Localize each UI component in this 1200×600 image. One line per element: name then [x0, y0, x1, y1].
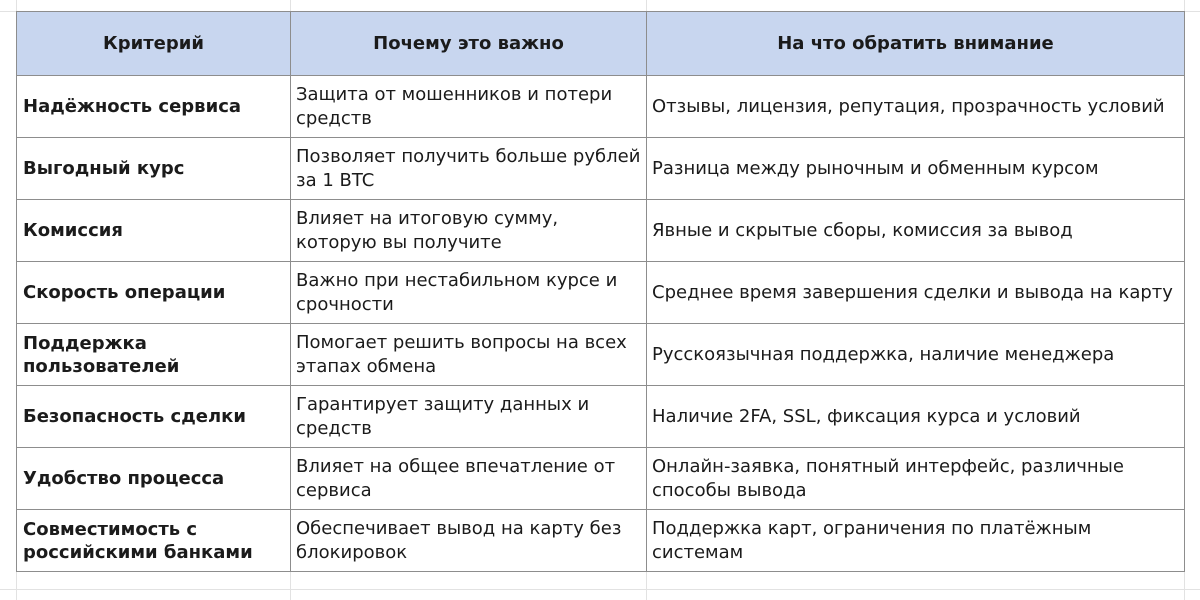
criterion-cell[interactable]: Безопасность сделки [17, 386, 291, 448]
why-cell[interactable]: Важно при нестабильном курсе и срочности [291, 262, 647, 324]
header-row [17, 12, 1185, 76]
why-cell[interactable]: Влияет на общее впечатление от сервиса [291, 448, 647, 510]
attention-cell[interactable]: Русскоязычная поддержка, наличие менеджера [647, 324, 1185, 386]
criterion-cell[interactable]: Совместимость с российскими банками [17, 510, 291, 572]
attention-cell[interactable]: Среднее время завершения сделки и вывода на карту [647, 262, 1185, 324]
header-why[interactable]: Почему это важно [291, 12, 647, 76]
criteria-table [16, 11, 1185, 572]
attention-cell[interactable]: Онлайн-заявка, понятный интерфейс, различные способы вывода [647, 448, 1185, 510]
attention-cell[interactable]: Разница между рыночным и обменным курсом [647, 138, 1185, 200]
criterion-cell[interactable]: Поддержка пользователей [17, 324, 291, 386]
table-row [17, 324, 1185, 386]
table-row [17, 386, 1185, 448]
header-attention[interactable]: На что обратить внимание [647, 12, 1185, 76]
table-row [17, 448, 1185, 510]
table-row [17, 138, 1185, 200]
criterion-cell[interactable]: Надёжность сервиса [17, 76, 291, 138]
criterion-cell[interactable]: Удобство процесса [17, 448, 291, 510]
attention-cell[interactable]: Отзывы, лицензия, репутация, прозрачность условий [647, 76, 1185, 138]
table-row [17, 200, 1185, 262]
why-cell[interactable]: Защита от мошенников и потери средств [291, 76, 647, 138]
attention-cell[interactable]: Поддержка карт, ограничения по платёжным системам [647, 510, 1185, 572]
table-row [17, 510, 1185, 572]
why-cell[interactable]: Помогает решить вопросы на всех этапах обмена [291, 324, 647, 386]
attention-cell[interactable]: Явные и скрытые сборы, комиссия за вывод [647, 200, 1185, 262]
criterion-cell[interactable]: Скорость операции [17, 262, 291, 324]
grid-line [0, 589, 1200, 590]
why-cell[interactable]: Позволяет получить больше рублей за 1 BTC [291, 138, 647, 200]
criterion-cell[interactable]: Комиссия [17, 200, 291, 262]
why-cell[interactable]: Обеспечивает вывод на карту без блокировок [291, 510, 647, 572]
table-row [17, 76, 1185, 138]
header-criterion[interactable]: Критерий [17, 12, 291, 76]
why-cell[interactable]: Гарантирует защиту данных и средств [291, 386, 647, 448]
attention-cell[interactable]: Наличие 2FA, SSL, фиксация курса и условий [647, 386, 1185, 448]
table-row [17, 262, 1185, 324]
criterion-cell[interactable]: Выгодный курс [17, 138, 291, 200]
why-cell[interactable]: Влияет на итоговую сумму, которую вы получите [291, 200, 647, 262]
